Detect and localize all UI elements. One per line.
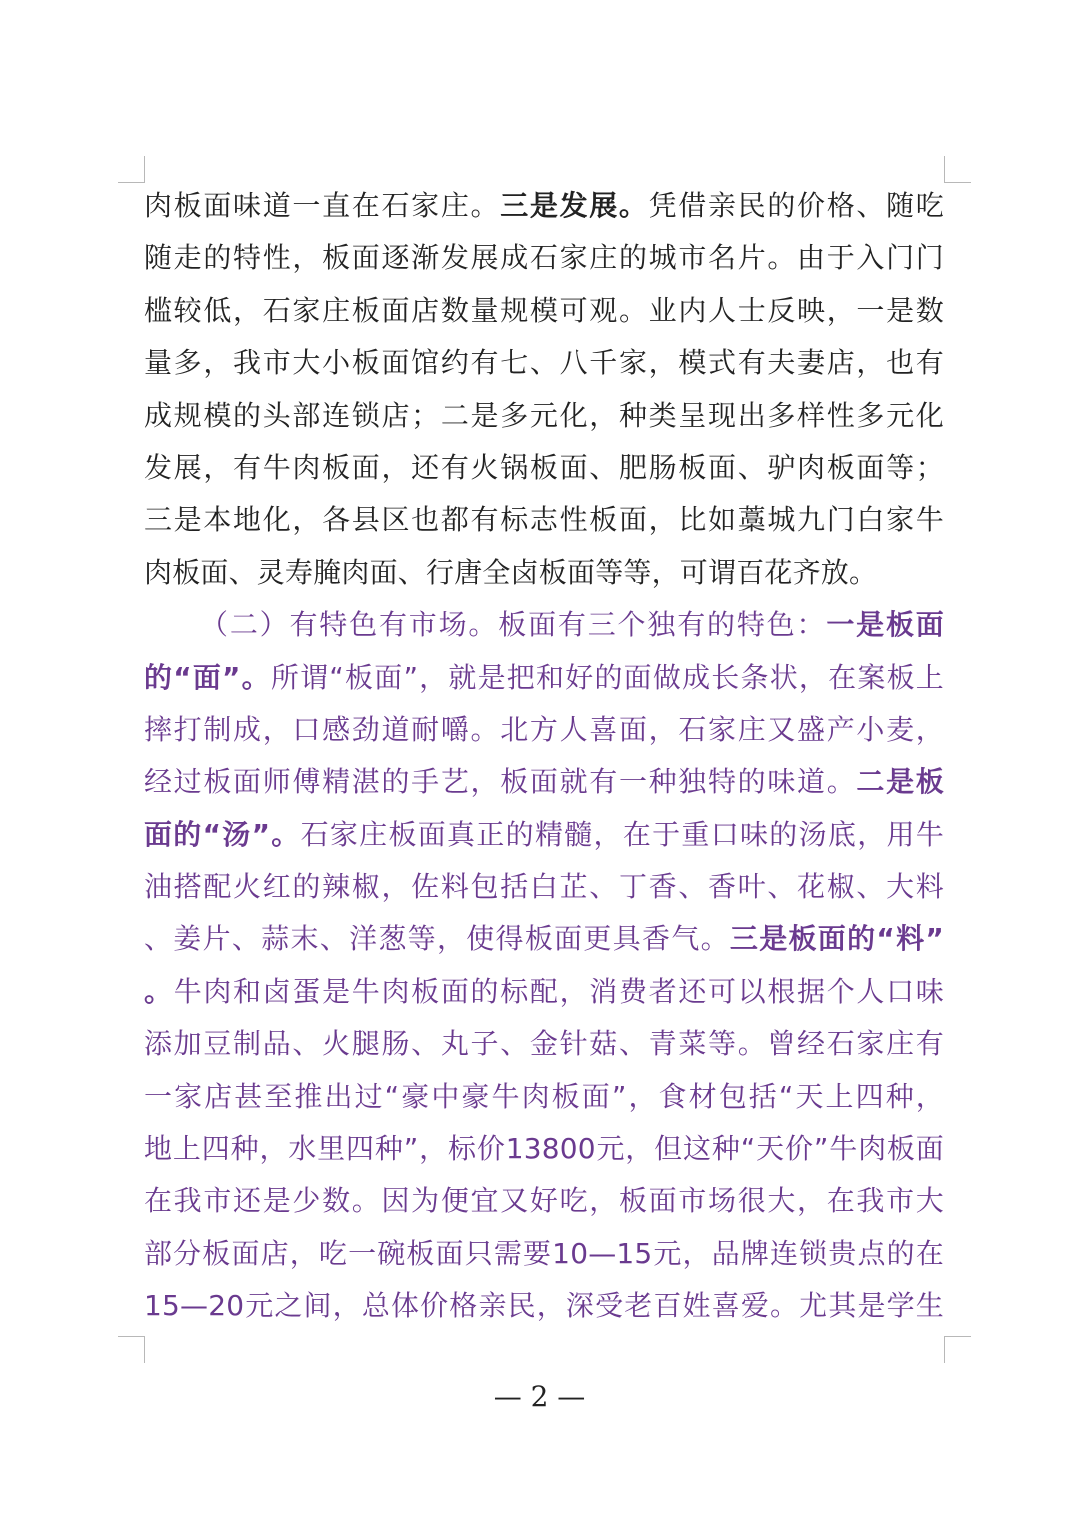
crop-mark-bottom-left [118, 1336, 145, 1363]
text-line [144, 913, 944, 965]
text-segment: 、姜片、蒜末、洋葱等，使得板面更具香气。 [144, 922, 730, 956]
text-segment: 量多，我市大小板面馆约有七、八千家，模式有夫妻店，也有 [144, 346, 944, 380]
text-segment: 肉板面、灵寿腌肉面、行唐全卤板面等等，可谓百花齐放。 [144, 555, 878, 589]
bold-text-segment: 三是板面的“料” [729, 922, 944, 956]
bold-text-segment: 。 [144, 974, 174, 1008]
text-line [144, 337, 944, 389]
text-segment: 凭借亲民的价格、随吃 [648, 189, 944, 222]
text-line [144, 809, 944, 861]
text-segment: 部分板面店，吃一碗板面只需要10—15元，品牌连锁贵点的在 [144, 1236, 944, 1270]
page-number: — 2 — [493, 1380, 586, 1413]
bold-text-segment: 一是板面 [826, 608, 944, 642]
bold-text-segment: 的“面”。 [144, 660, 271, 694]
bold-text-segment: 二是板 [856, 765, 944, 799]
text-segment: 添加豆制品、火腿肠、丸子、金针菇、青菜等。曾经石家庄有 [144, 1027, 944, 1061]
bold-text-segment: 三是发展。 [500, 189, 649, 222]
text-segment: 成规模的头部连锁店；二是多元化，种类呈现出多样性多元化 [144, 398, 944, 432]
crop-mark-top-right [944, 156, 971, 183]
text-line [144, 442, 944, 494]
text-segment: （二）有特色有市场。板面有三个独有的特色： [200, 608, 827, 642]
text-segment: 槛较低，石家庄板面店数量规模可观。业内人士反映，一是数 [144, 293, 944, 327]
text-line [144, 1018, 944, 1070]
text-segment: 一家店甚至推出过“豪中豪牛肉板面”，食材包括“天上四种， [144, 1079, 944, 1113]
text-line [144, 1228, 944, 1280]
text-segment: 经过板面师傅精湛的手艺，板面就有一种独特的味道。 [144, 765, 857, 799]
text-segment: 发展，有牛肉板面，还有火锅板面、肥肠板面、驴肉板面等； [144, 450, 944, 484]
text-segment: 地上四种，水里四种”，标价13800元，但这种“天价”牛肉板面 [144, 1132, 944, 1166]
text-segment: 在我市还是少数。因为便宜又好吃，板面市场很大，在我市大 [144, 1184, 944, 1218]
text-segment: 随走的特性，板面逐渐发展成石家庄的城市名片。由于入门门 [144, 241, 944, 275]
text-line [144, 1071, 944, 1123]
text-line [144, 232, 944, 284]
text-segment: 所谓“板面”，就是把和好的面做成长条状，在案板上 [270, 660, 944, 694]
text-line [144, 966, 944, 1018]
text-segment: 三是本地化，各县区也都有标志性板面，比如藁城九门白家牛 [144, 503, 944, 537]
text-line [144, 285, 944, 337]
crop-mark-bottom-right [944, 1336, 971, 1363]
text-segment: 肉板面味道一直在石家庄。 [144, 189, 501, 222]
text-line [144, 390, 944, 442]
text-segment: 15—20元之间，总体价格亲民，深受老百姓喜爱。尤其是学生 [144, 1289, 944, 1323]
text-line [144, 704, 944, 756]
text-segment: 牛肉和卤蛋是牛肉板面的标配，消费者还可以根据个人口味 [173, 974, 944, 1008]
bold-text-segment: 面的“汤”。 [144, 817, 301, 851]
text-line [144, 652, 944, 704]
text-line [144, 756, 944, 808]
body-text [144, 180, 944, 1333]
text-line [144, 180, 944, 232]
text-line [144, 1175, 944, 1227]
text-segment: 石家庄板面真正的精髓，在于重口味的汤底，用牛 [300, 817, 944, 851]
text-line [144, 494, 944, 546]
text-line [144, 547, 944, 599]
text-line [144, 1123, 944, 1175]
crop-mark-top-left [118, 156, 145, 183]
text-line [144, 599, 944, 651]
text-segment: 摔打制成，口感劲道耐嚼。北方人喜面，石家庄又盛产小麦， [144, 712, 944, 746]
text-segment: 油搭配火红的辣椒，佐料包括白芷、丁香、香叶、花椒、大料 [144, 870, 944, 904]
text-line [144, 861, 944, 913]
text-line [144, 1280, 944, 1332]
